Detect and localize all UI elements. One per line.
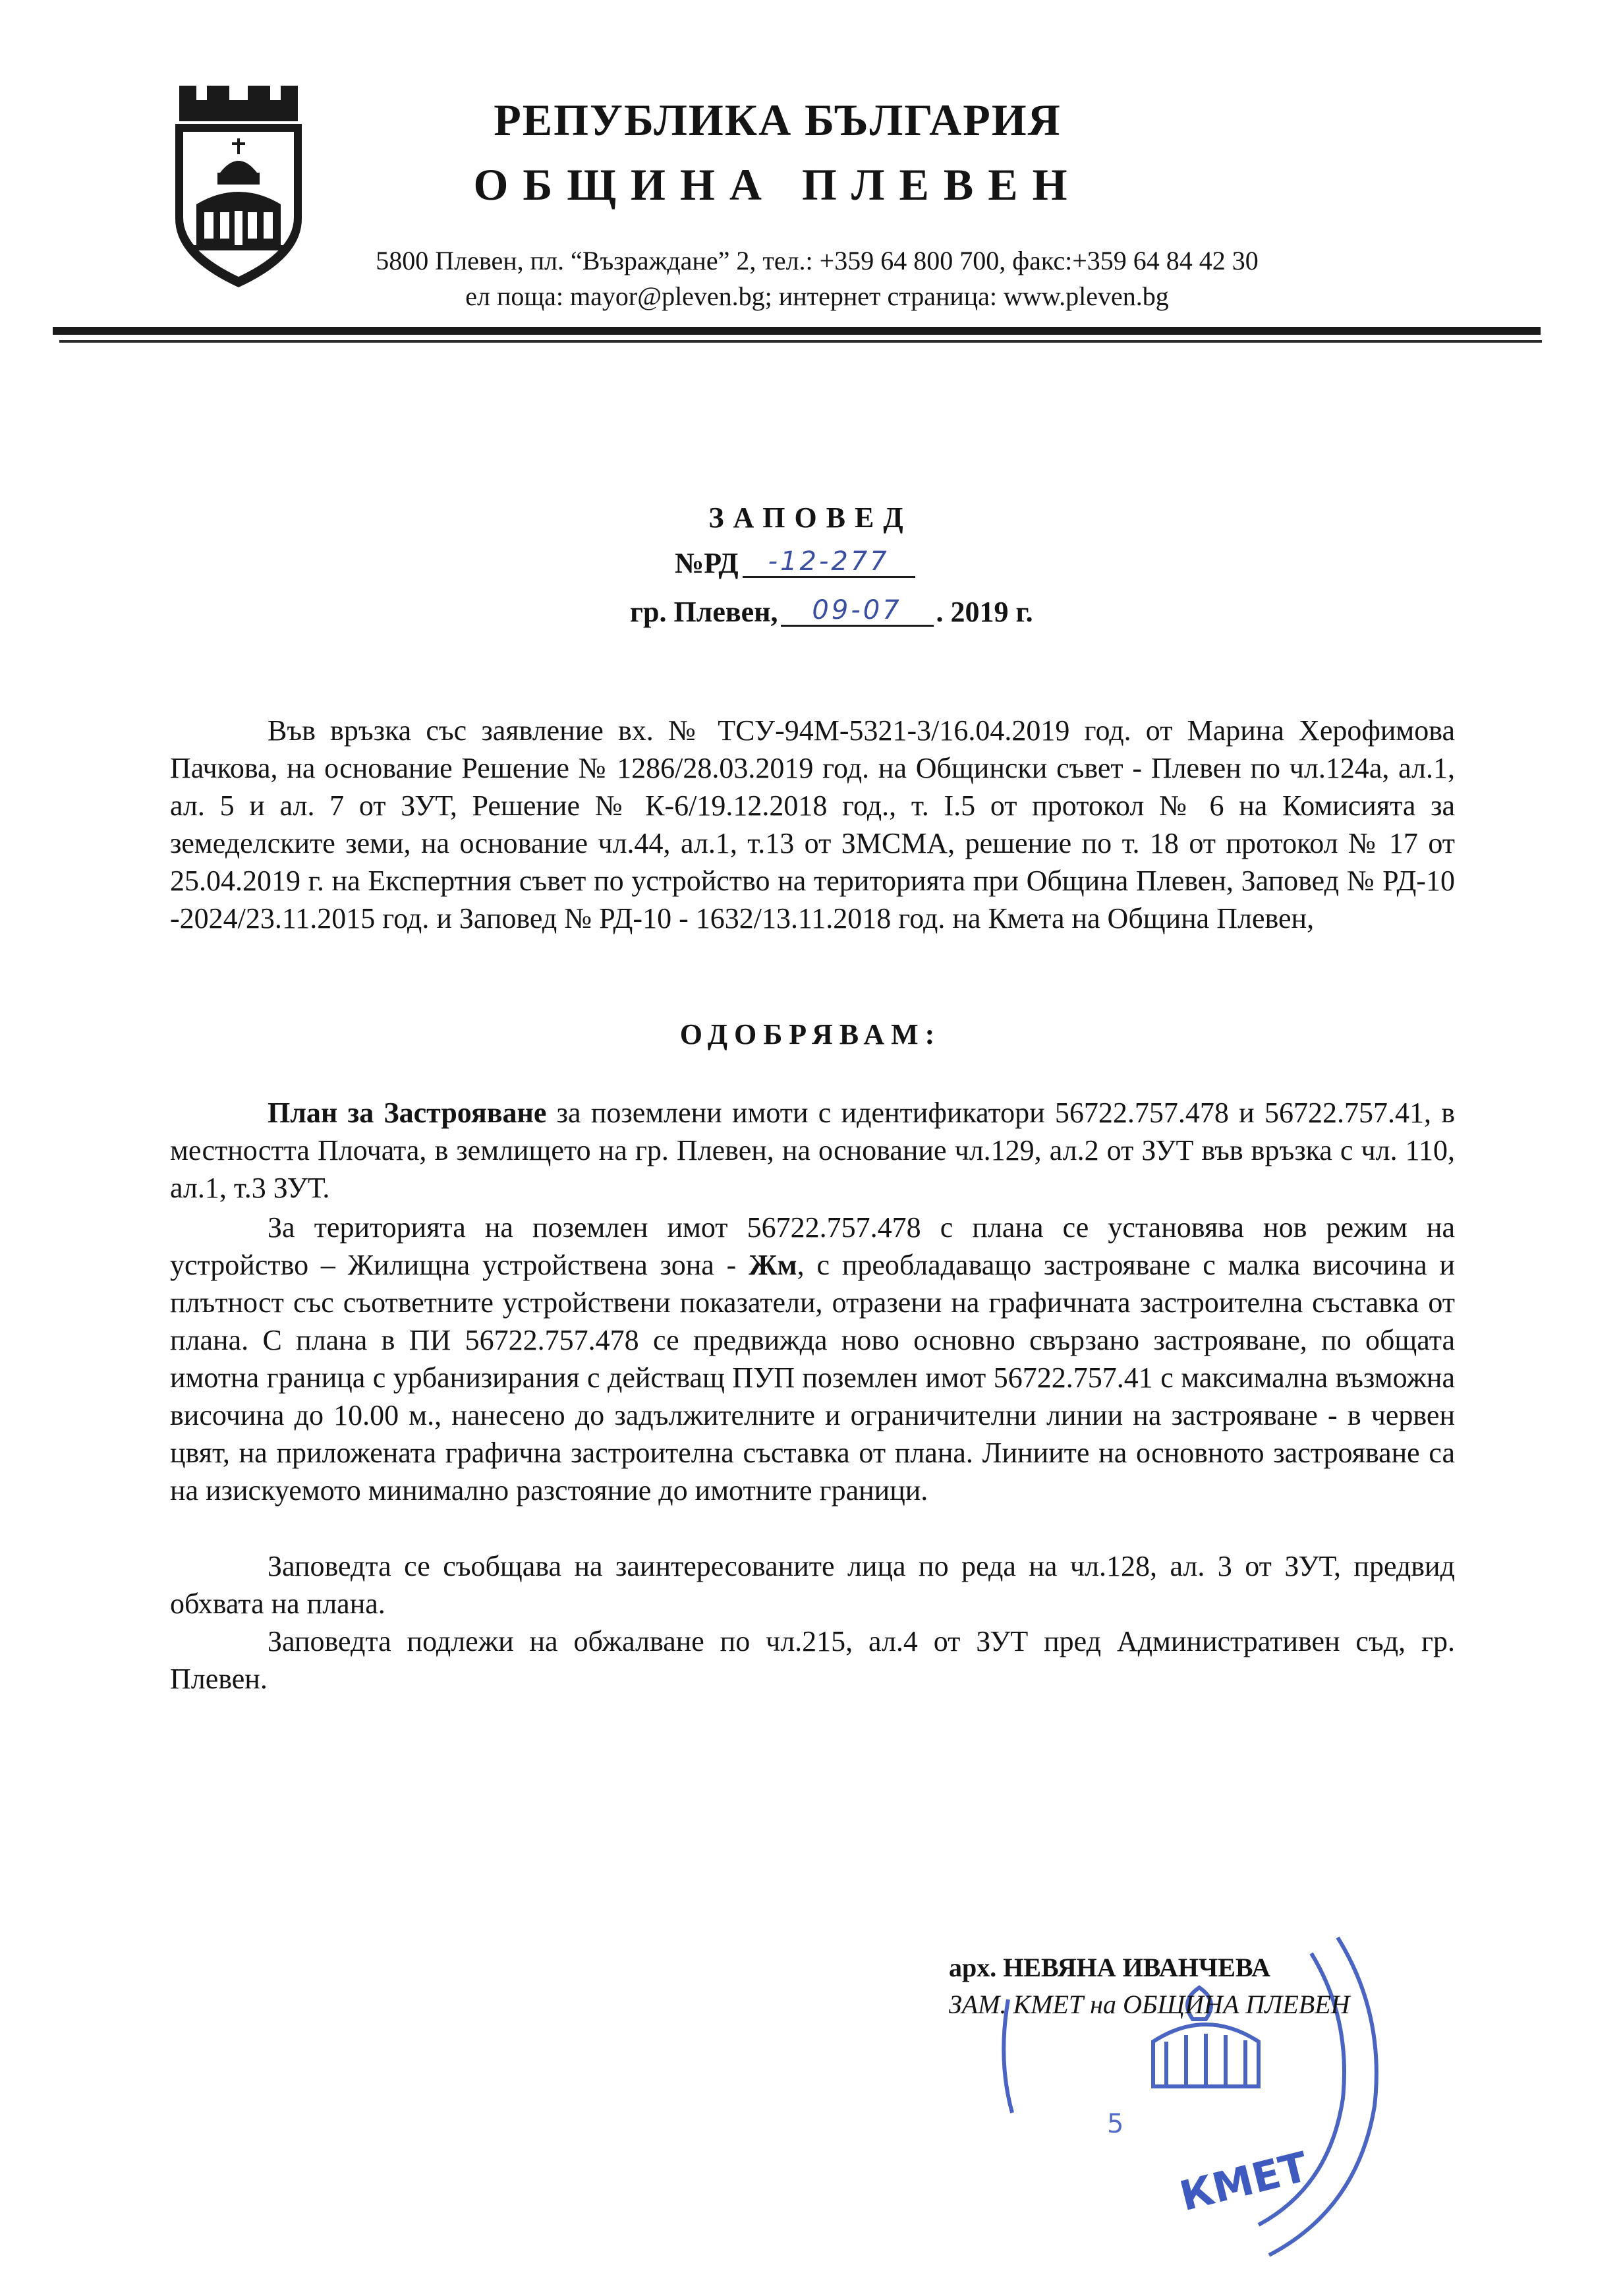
country-heading: РЕПУБЛИКА БЪЛГАРИЯ — [494, 95, 1062, 145]
signatory-title: ЗАМ. КМЕТ на ОБЩИНА ПЛЕВЕН — [949, 1990, 1350, 2019]
address-line: 5800 Плевен, пл. “Възраждане” 2, тел.: +359 64 800 700, факс:+359 64 84 42 30 — [376, 246, 1259, 275]
notify-paragraph: Заповедта се съобщава на заинтересованите лица по реда на чл.128, ал. 3 от ЗУТ, предвид обхвата на плана. — [170, 1550, 1455, 1620]
order-date-suffix: . 2019 г. — [936, 596, 1033, 628]
header-divider-thin — [59, 340, 1542, 343]
plan-label: План за Застрояване — [268, 1097, 547, 1129]
territory-text-b: , с преобладаващо застрояване с малка височина и плътност със съответните устройствени показатели, отразени на графичната застроителна съставка от плана. С плана в ПИ 56722.757.478 се предвижда ново основно свързано застрояване, по общата имотна граница с урбанизирания с действащ ПУП поземлен имот 56722.757.41 с максимална възможна височина до 10.00 м., нанесено до задължителните и ограничителни линии на застрояване - в червен цвят, на приложената графична застроителна съставка от плана. Линиите на основното застрояване са на изискуемото минимално разстояние до имотните граници. — [170, 1249, 1455, 1507]
official-stamp-icon — [982, 1889, 1390, 2271]
territory-paragraph — [170, 1209, 1455, 1509]
order-date-handwritten: 09-07 — [781, 597, 934, 627]
contacts-line: ел поща: mayor@pleven.bg; интернет страница: www.pleven.bg — [465, 281, 1169, 311]
order-number-handwritten: -12-277 — [743, 548, 915, 578]
plan-text: за поземлени имоти с идентификатори 56722.757.478 и 56722.757.41, в местността Плочата, в землището на гр. Плевен, на основание чл.129, ал.2 от ЗУТ във връзка с чл. 110, ал.1, т.3 ЗУТ. — [170, 1097, 1455, 1204]
approve-heading: ОДОБРЯВАМ: — [679, 1018, 942, 1050]
order-number — [675, 548, 915, 578]
plan-paragraph — [170, 1094, 1455, 1207]
order-date-prefix: гр. Плевен, — [630, 596, 778, 628]
stamp-digit: 5 — [1107, 2109, 1124, 2139]
order-title: ЗАПОВЕД — [708, 502, 913, 534]
zone-code: Жм — [749, 1249, 797, 1281]
order-number-prefix: №РД — [675, 547, 739, 579]
header-divider — [53, 327, 1541, 335]
stamp-text: КМЕТ — [1175, 2142, 1313, 2221]
appeal-paragraph: Заповедта подлежи на обжалване по чл.215, ал.4 от ЗУТ пред Административен съд, гр. Плевен. — [170, 1625, 1455, 1695]
intro-paragraph: Във връзка със заявление вх. № ТСУ-94М-5321-3/16.04.2019 год. от Марина Херофимова Пачкова, на основание Решение № 1286/28.03.2019 год. на Общински съвет - Плевен по чл.124а, ал.1, ал. 5 и ал. 7 от ЗУТ, Решение № К-6/19.12.2018 год., т. I.5 от протокол № 6 на Комисията за земеделските земи, на основание чл.44, ал.1, т.13 от ЗМСМА, решение по т. 18 от протокол № 17 от 25.04.2019 г. на Експертния съвет по устройство на територията при Община Плевен, Заповед № РД-10 -2024/23.11.2015 год. и Заповед № РД-10 - 1632/13.11.2018 год. на Кмета на Община Плевен, — [170, 714, 1455, 934]
order-date — [630, 597, 1033, 627]
signatory-name: арх. НЕВЯНА ИВАНЧЕВА — [949, 1953, 1270, 1982]
municipality-heading: ОБЩИНА ПЛЕВЕН — [473, 159, 1082, 210]
territory-text-a: За територията на поземлен имот 56722.757.478 с плана се установява нов режим на устройство – Жилищна устройствена зона - — [170, 1211, 1455, 1281]
